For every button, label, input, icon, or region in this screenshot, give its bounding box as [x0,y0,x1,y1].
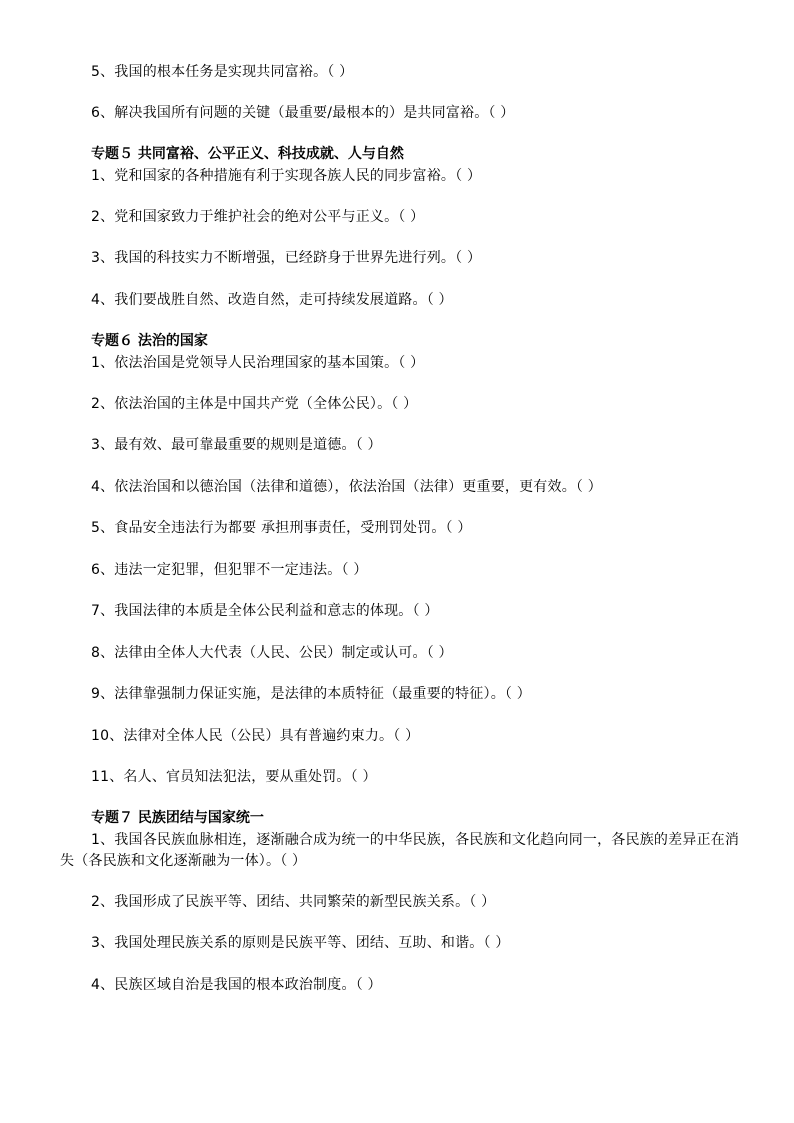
section-heading: 专题５ 共同富裕、公平正义、科技成就、人与自然 [91,146,404,162]
question-item: 1、依法治国是党领导人民治理国家的基本国策。（ ） [91,355,425,371]
question-item: 11、名人、官员知法犯法，要从重处罚。（ ） [91,769,377,785]
question-item: 7、我国法律的本质是全体公民利益和意志的体现。（ ） [91,603,439,619]
question-item: 3、我国处理民族关系的原则是民族平等、团结、互助、和谐。（ ） [91,935,510,951]
question-item: 10、法律对全体人民（公民）具有普遍约束力。（ ） [91,728,420,744]
question-item: 5、食品安全违法行为都要 承担刑事责任，受刑罚处罚。（ ） [91,520,472,536]
question-item: 2、依法治国的主体是中国共产党（全体公民）。（ ） [91,396,418,412]
question-item: 1、党和国家的各种措施有利于实现各族人民的同步富裕。（ ） [91,168,482,184]
question-item: 4、依法治国和以德治国（法律和道德），依法治国（法律）更重要，更有效。（ ） [91,479,602,495]
section-heading: 专题６ 法治的国家 [91,333,208,349]
question-item: 2、我国形成了民族平等、团结、共同繁荣的新型民族关系。（ ） [91,894,496,910]
section-heading: 专题７ 民族团结与国家统一 [91,810,264,826]
question-item: 2、党和国家致力于维护社会的绝对公平与正义。（ ） [91,209,425,225]
question-item: 3、我国的科技实力不断增强，已经跻身于世界先进行列。（ ） [91,250,482,266]
question-item: 1、我国各民族血脉相连，逐渐融合成为统一的中华民族，各民族和文化趋向同一，各民族的差异正在消失（各民族和文化逐渐融为一体）。（ ） [60,832,740,869]
question-item: 6、违法一定犯罪，但犯罪不一定违法。（ ） [91,562,368,578]
question-item: 8、法律由全体人大代表（人民、公民）制定或认可。（ ） [91,645,453,661]
question-item: 5、我国的根本任务是实现共同富裕。（ ） [91,64,354,80]
question-item: 3、最有效、最可靠最重要的规则是道德。（ ） [91,437,382,453]
question-item: 4、民族区域自治是我国的根本政治制度。（ ） [91,977,382,993]
question-item: 6、解决我国所有问题的关键（最重要/最根本的）是共同富裕。（ ） [91,105,515,121]
question-item: 9、法律靠强制力保证实施，是法律的本质特征（最重要的特征）。（ ） [91,686,531,702]
question-item: 4、我们要战胜自然、改造自然，走可持续发展道路。（ ） [91,292,453,308]
